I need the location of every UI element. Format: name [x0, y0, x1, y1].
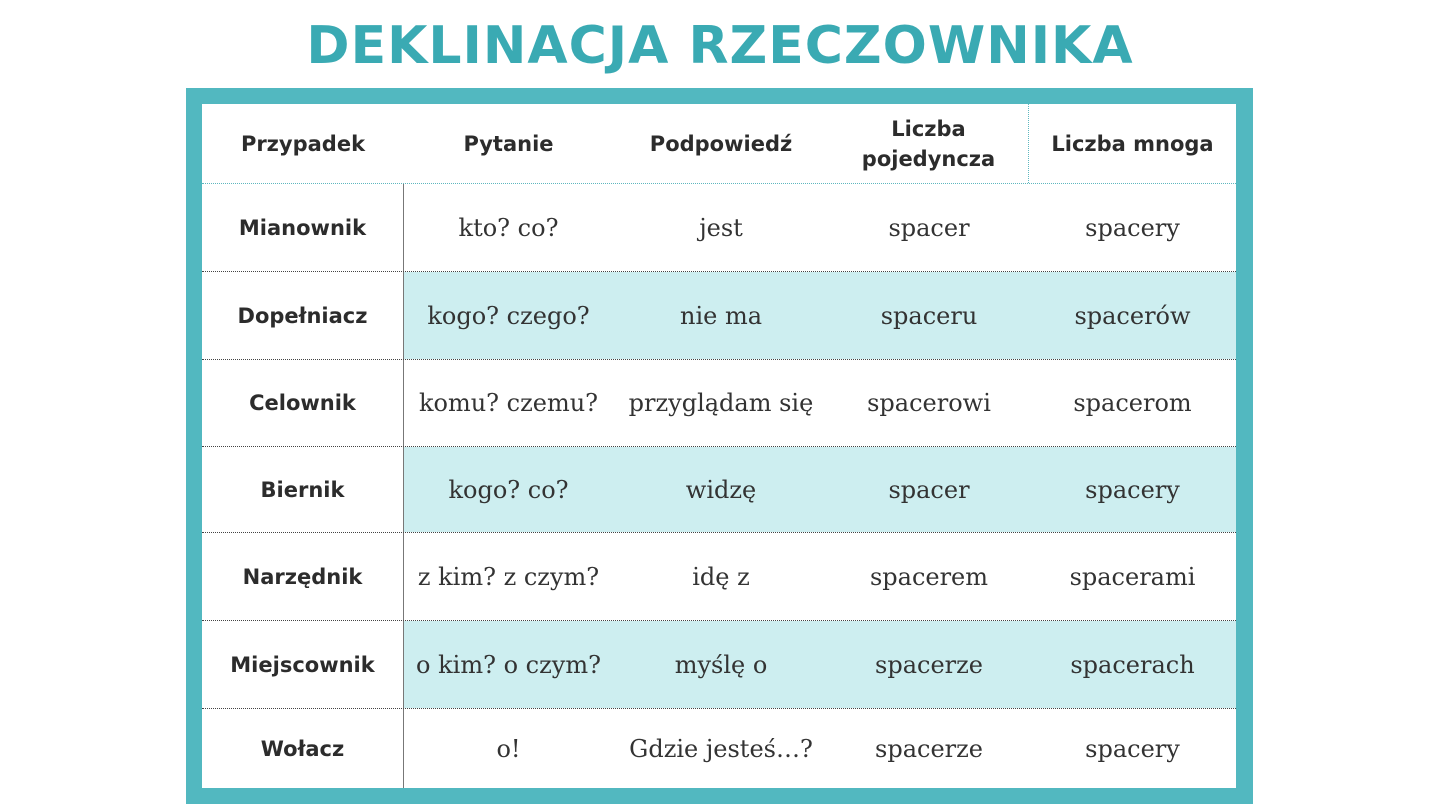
question-cell: komu? czemu? — [418, 389, 599, 417]
hint-cell: przyglądam się — [628, 389, 814, 417]
header-hint-label: Podpowiedź — [649, 131, 793, 156]
plural-cell: spacery — [1085, 734, 1180, 763]
header-question-label: Pytanie — [463, 131, 554, 156]
declension-table — [202, 104, 1236, 788]
question-cell: o! — [496, 734, 521, 763]
hint-cell: jest — [699, 213, 743, 242]
table-row — [202, 709, 1236, 788]
question-cell: kogo? czego? — [404, 272, 613, 359]
plural-cell: spacerów — [1029, 272, 1236, 359]
page-title: DEKLINACJA RZECZOWNIKA — [306, 16, 1134, 76]
table-row — [202, 447, 1236, 533]
table-row — [202, 184, 1236, 272]
case-name: Wołacz — [202, 709, 404, 788]
table-body — [202, 184, 1236, 788]
header-hint — [613, 104, 829, 183]
hint-cell: nie ma — [613, 272, 829, 359]
case-name: Celownik — [202, 360, 404, 446]
singular-cell: spacer — [829, 447, 1029, 532]
case-name: Dopełniacz — [202, 272, 404, 359]
singular-cell: spaceru — [829, 272, 1029, 359]
question-cell: kogo? co? — [404, 447, 613, 532]
header-singular — [829, 104, 1029, 183]
singular-cell: spacerze — [875, 734, 983, 763]
hint-cell: myślę o — [613, 621, 829, 708]
plural-cell: spacery — [1085, 213, 1180, 242]
singular-cell: spacerze — [829, 621, 1029, 708]
table-row — [202, 360, 1236, 447]
plural-cell: spacery — [1029, 447, 1236, 532]
plural-cell: spacerami — [1069, 562, 1196, 591]
header-singular-label: Liczba pojedyncza — [861, 116, 996, 171]
case-name: Biernik — [202, 447, 404, 532]
hint-cell: widzę — [613, 447, 829, 532]
header-question — [404, 104, 613, 183]
singular-cell: spacer — [888, 213, 970, 242]
question-cell: o kim? o czym? — [404, 621, 613, 708]
hint-cell: Gdzie jesteś…? — [629, 734, 813, 763]
singular-cell: spacerowi — [867, 389, 991, 417]
table-header-row — [202, 104, 1236, 184]
hint-cell: idę z — [692, 562, 750, 591]
table-row — [202, 621, 1236, 709]
question-cell: kto? co? — [458, 213, 559, 242]
plural-cell: spacerach — [1029, 621, 1236, 708]
question-cell: z kim? z czym? — [417, 562, 600, 591]
plural-cell: spacerom — [1073, 389, 1192, 417]
header-plural — [1029, 104, 1236, 183]
singular-cell: spacerem — [869, 562, 989, 591]
case-name: Miejscownik — [202, 621, 404, 708]
header-case — [202, 104, 404, 183]
table-row — [202, 272, 1236, 360]
header-case-label: Przypadek — [240, 131, 366, 156]
table-row — [202, 533, 1236, 621]
case-name: Mianownik — [202, 184, 404, 271]
header-plural-label: Liczba mnoga — [1051, 131, 1214, 156]
case-name: Narzędnik — [202, 533, 404, 620]
